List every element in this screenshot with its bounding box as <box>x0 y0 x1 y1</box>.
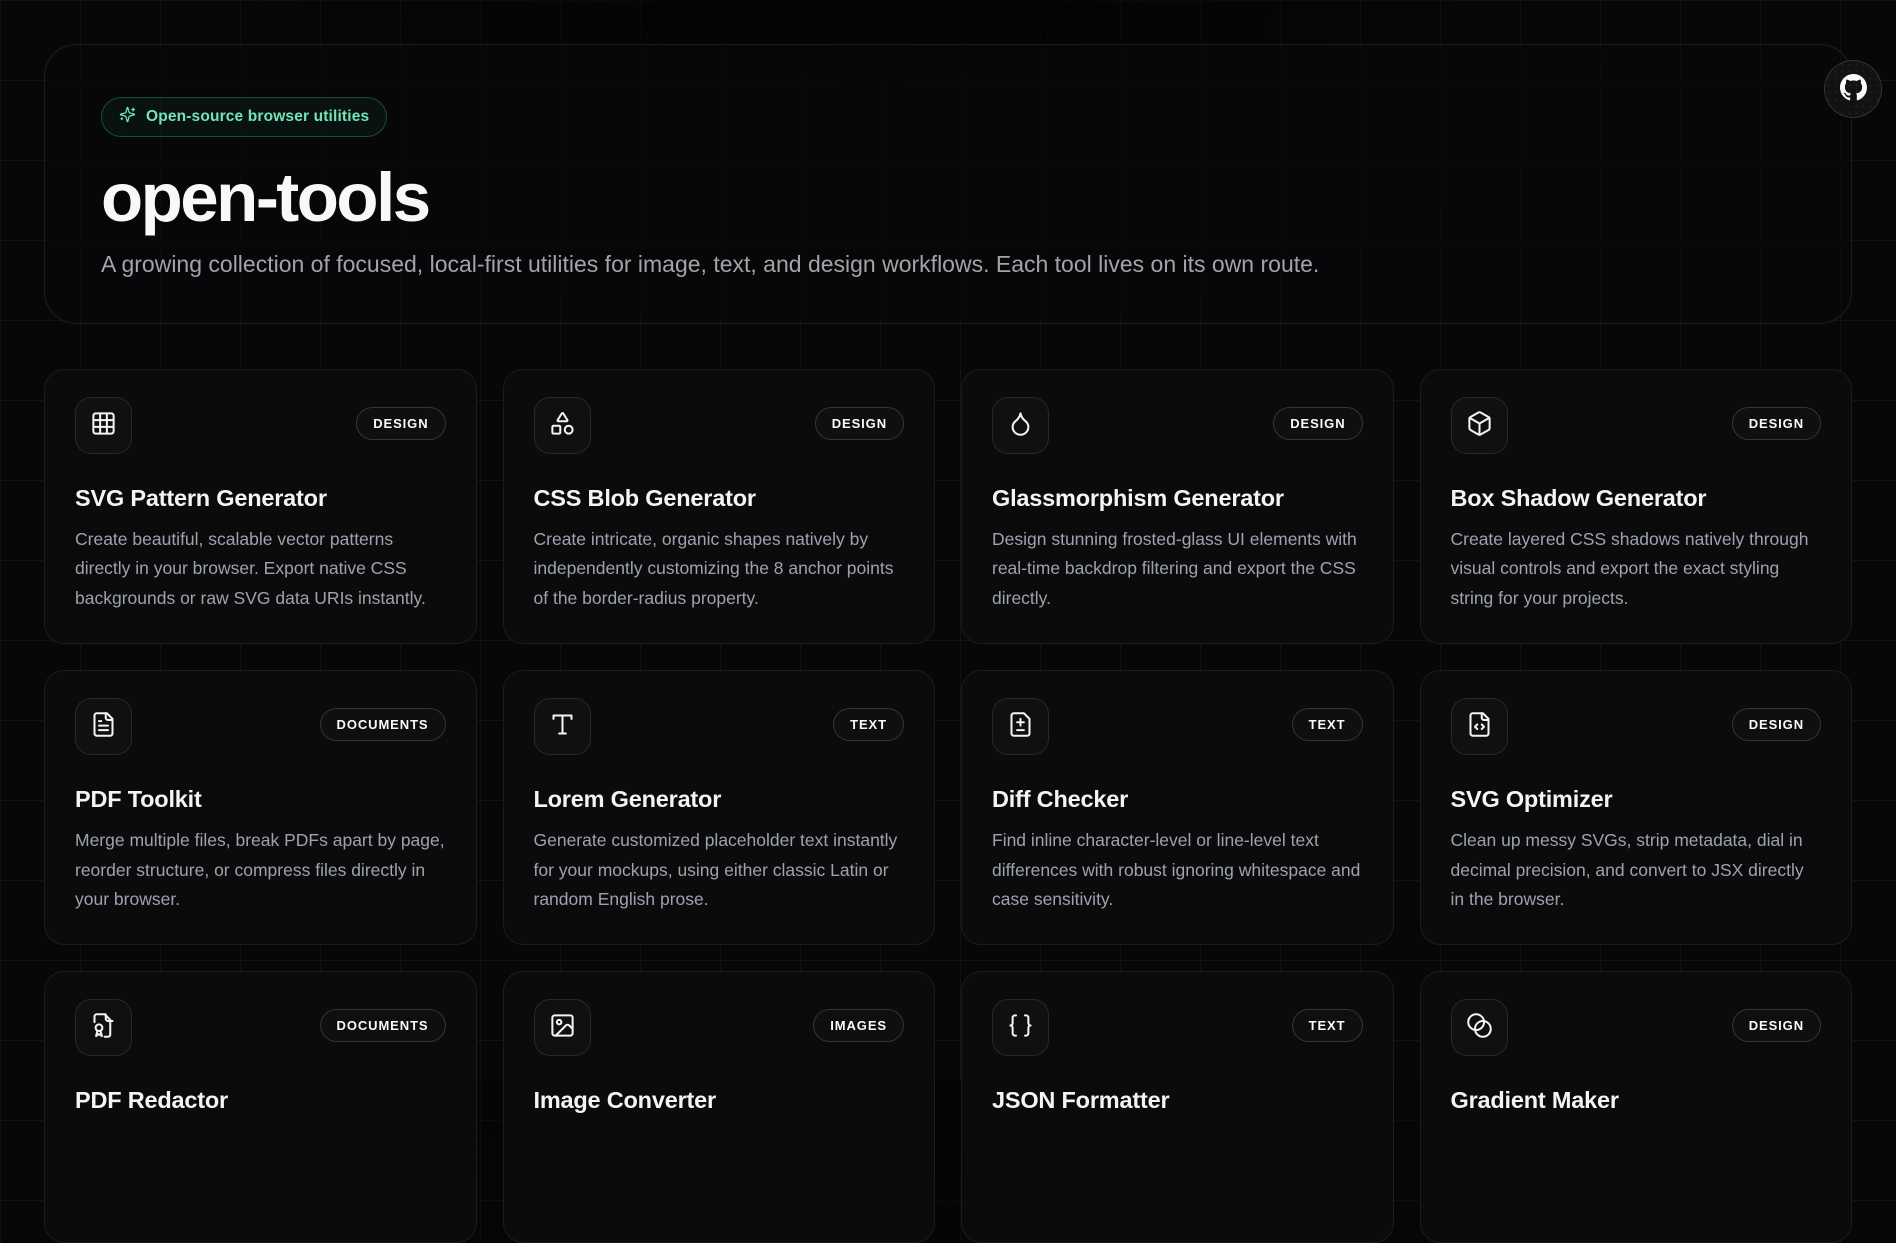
hero-badge <box>101 97 387 137</box>
tool-title: CSS Blob Generator <box>533 485 756 511</box>
tool-icon-tile <box>992 698 1049 755</box>
tool-icon-tile <box>1451 999 1508 1056</box>
tool-icon-tile <box>534 397 591 454</box>
github-icon <box>1840 74 1867 104</box>
tool-card[interactable] <box>503 971 936 1243</box>
tool-card-header <box>534 397 905 454</box>
tool-card-header <box>75 397 446 454</box>
category-badge: DOCUMENTS <box>320 1009 446 1042</box>
tool-card-header <box>1451 698 1822 755</box>
tool-description: Create layered CSS shadows natively through visual controls and export the exact styling string for your projects. <box>1450 529 1809 608</box>
tool-card-header <box>992 698 1363 755</box>
category-badge: DESIGN <box>1732 1009 1821 1042</box>
tool-title: Image Converter <box>533 1087 716 1114</box>
tool-icon-tile <box>1451 698 1508 755</box>
tool-card[interactable] <box>1420 369 1853 644</box>
type-icon <box>549 711 576 743</box>
tool-icon-tile <box>75 397 132 454</box>
tool-card[interactable] <box>961 369 1394 644</box>
tool-card-header <box>992 999 1363 1056</box>
shapes-icon <box>549 410 576 442</box>
tool-card-header <box>75 999 446 1056</box>
tool-title: Box Shadow Generator <box>1450 485 1707 511</box>
tool-card[interactable] <box>1420 670 1853 945</box>
category-badge: TEXT <box>1292 708 1363 741</box>
tool-icon-tile <box>992 999 1049 1056</box>
tool-card[interactable] <box>44 670 477 945</box>
file-text-icon <box>90 711 117 743</box>
braces-icon <box>1007 1012 1034 1044</box>
tool-title: Diff Checker <box>992 786 1129 813</box>
tool-title: JSON Formatter <box>992 1087 1170 1114</box>
tool-description: Clean up messy SVGs, strip metadata, dial in decimal precision, and convert to JSX directly in the browser. <box>1450 830 1804 909</box>
tool-icon-tile <box>534 999 591 1056</box>
github-button[interactable] <box>1824 60 1882 118</box>
category-badge: TEXT <box>833 708 904 741</box>
tool-title: Glassmorphism Generator <box>992 485 1284 511</box>
image-icon <box>549 1012 576 1044</box>
tool-icon-tile <box>992 397 1049 454</box>
tool-card[interactable] <box>503 369 936 644</box>
tool-card-header <box>534 698 905 755</box>
tool-title: Gradient Maker <box>1450 1087 1619 1114</box>
category-badge: DESIGN <box>1732 708 1821 741</box>
tool-description: Merge multiple files, break PDFs apart by page, reorder structure, or compress files directly in your browser. <box>75 830 445 909</box>
category-badge: DESIGN <box>1732 407 1821 440</box>
tool-card-header <box>75 698 446 755</box>
tool-title: SVG Pattern Generator <box>75 485 327 511</box>
tool-card-header <box>1451 999 1822 1056</box>
tool-title: PDF Redactor <box>75 1087 228 1114</box>
category-badge: DESIGN <box>815 407 904 440</box>
grid-icon <box>90 410 117 442</box>
box-icon <box>1466 410 1493 442</box>
tool-description: Create beautiful, scalable vector patterns directly in your browser. Export native CSS backgrounds or raw SVG data URIs instantly. <box>75 529 426 608</box>
blend-icon <box>1466 1012 1493 1044</box>
tool-icon-tile <box>1451 397 1508 454</box>
tool-description: Create intricate, organic shapes natively by independently customizing the 8 anchor points of the border-radius property. <box>533 529 894 608</box>
tool-grid <box>44 369 1852 1243</box>
tool-title: PDF Toolkit <box>75 786 202 813</box>
tool-card-header <box>1451 397 1822 454</box>
tool-description: Design stunning frosted-glass UI elements with real-time backdrop filtering and export the CSS directly. <box>992 529 1357 608</box>
tool-title: SVG Optimizer <box>1450 786 1613 813</box>
file-code-icon <box>1466 711 1493 743</box>
tool-icon-tile <box>534 698 591 755</box>
tool-card[interactable] <box>1420 971 1853 1243</box>
page-subtitle: A growing collection of focused, local-first utilities for image, text, and design workflows. Each tool lives on its own route. <box>101 251 1320 278</box>
category-badge: DESIGN <box>356 407 445 440</box>
tool-description: Find inline character-level or line-level text differences with robust ignoring whitespace and case sensitivity. <box>992 830 1361 909</box>
tool-card[interactable] <box>961 670 1394 945</box>
droplet-icon <box>1007 410 1034 442</box>
category-badge: IMAGES <box>813 1009 904 1042</box>
file-badge-icon <box>90 1012 117 1044</box>
tool-icon-tile <box>75 999 132 1056</box>
tool-card[interactable] <box>961 971 1394 1243</box>
tool-description: Generate customized placeholder text instantly for your mockups, using either classic Latin or random English prose. <box>533 830 898 909</box>
tool-icon-tile <box>75 698 132 755</box>
tool-card-header <box>534 999 905 1056</box>
tool-card[interactable] <box>503 670 936 945</box>
tool-card[interactable] <box>44 369 477 644</box>
tool-card-header <box>992 397 1363 454</box>
tool-title: Lorem Generator <box>533 786 722 813</box>
file-diff-icon <box>1007 711 1034 743</box>
hero-panel <box>44 44 1852 324</box>
hero-badge-label: Open-source browser utilities <box>146 108 370 125</box>
page-title: open-tools <box>101 159 429 236</box>
category-badge: DESIGN <box>1273 407 1362 440</box>
tool-card[interactable] <box>44 971 477 1243</box>
sparkles-icon <box>119 106 136 128</box>
category-badge: TEXT <box>1292 1009 1363 1042</box>
category-badge: DOCUMENTS <box>320 708 446 741</box>
